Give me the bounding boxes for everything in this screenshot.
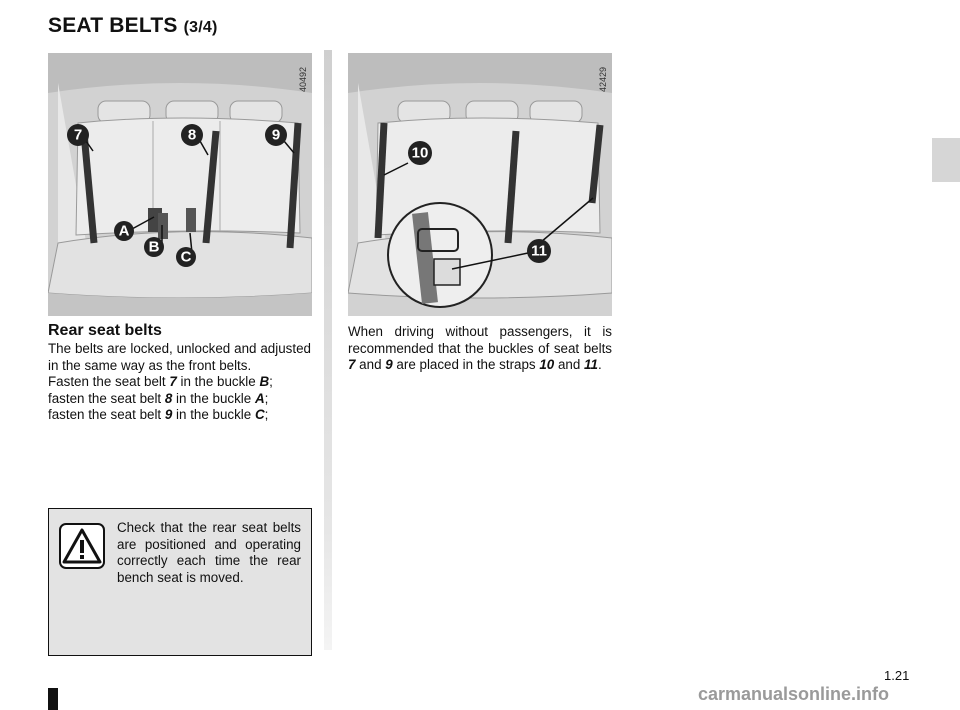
- title-text: SEAT BELTS: [48, 14, 178, 37]
- figure-code-right: 42429: [598, 66, 608, 92]
- page-marker: [48, 688, 58, 710]
- svg-text:C: C: [180, 248, 192, 266]
- warning-text: Check that the rear seat belts are positioned and operating correctly each time the rear bench seat is moved.: [117, 520, 301, 585]
- page-title: [48, 14, 218, 38]
- figure-code-left: 40492: [298, 66, 308, 92]
- callout-a: [114, 221, 134, 241]
- rear-seat-belts-figure: [48, 53, 312, 316]
- callout-b: [144, 237, 164, 257]
- warning-text-block: [61, 520, 301, 586]
- callout-7: [67, 124, 89, 146]
- strap-paragraph: When driving without passengers, it is recommended that the buckles of seat belts 7 and 9 are placed in the straps 10 and 11.: [348, 324, 612, 372]
- title-part: (3/4): [183, 19, 218, 36]
- svg-text:B: B: [148, 238, 160, 256]
- instruction-line: fasten the seat belt 9 in the buckle C;: [48, 407, 269, 422]
- svg-text:8: 8: [187, 126, 197, 144]
- instruction-line: fasten the seat belt 8 in the buckle A;: [48, 390, 269, 406]
- section-heading: Rear seat belts: [48, 322, 162, 339]
- svg-text:9: 9: [271, 126, 281, 144]
- instruction-line: Fasten the seat belt 7 in the buckle B;: [48, 374, 273, 389]
- svg-text:A: A: [118, 222, 130, 240]
- left-column-text: [48, 341, 311, 424]
- svg-text:7: 7: [73, 126, 83, 144]
- right-column-text: [348, 324, 612, 374]
- intro-paragraph: The belts are locked, unlocked and adjusted in the same way as the front belts.: [48, 341, 311, 373]
- section-tab: [932, 138, 960, 182]
- callout-11: [527, 239, 551, 263]
- column-divider: [324, 50, 332, 650]
- callout-8: [181, 124, 203, 146]
- callout-10: [408, 141, 432, 165]
- page-number: 1.21: [884, 668, 910, 683]
- callout-9: [265, 124, 287, 146]
- svg-text:11: 11: [531, 242, 547, 260]
- belt-straps-figure: [348, 53, 612, 316]
- watermark: carmanualsonline.info: [698, 684, 890, 704]
- svg-text:10: 10: [411, 144, 429, 162]
- warning-box: [48, 508, 312, 656]
- callout-c: [176, 247, 196, 267]
